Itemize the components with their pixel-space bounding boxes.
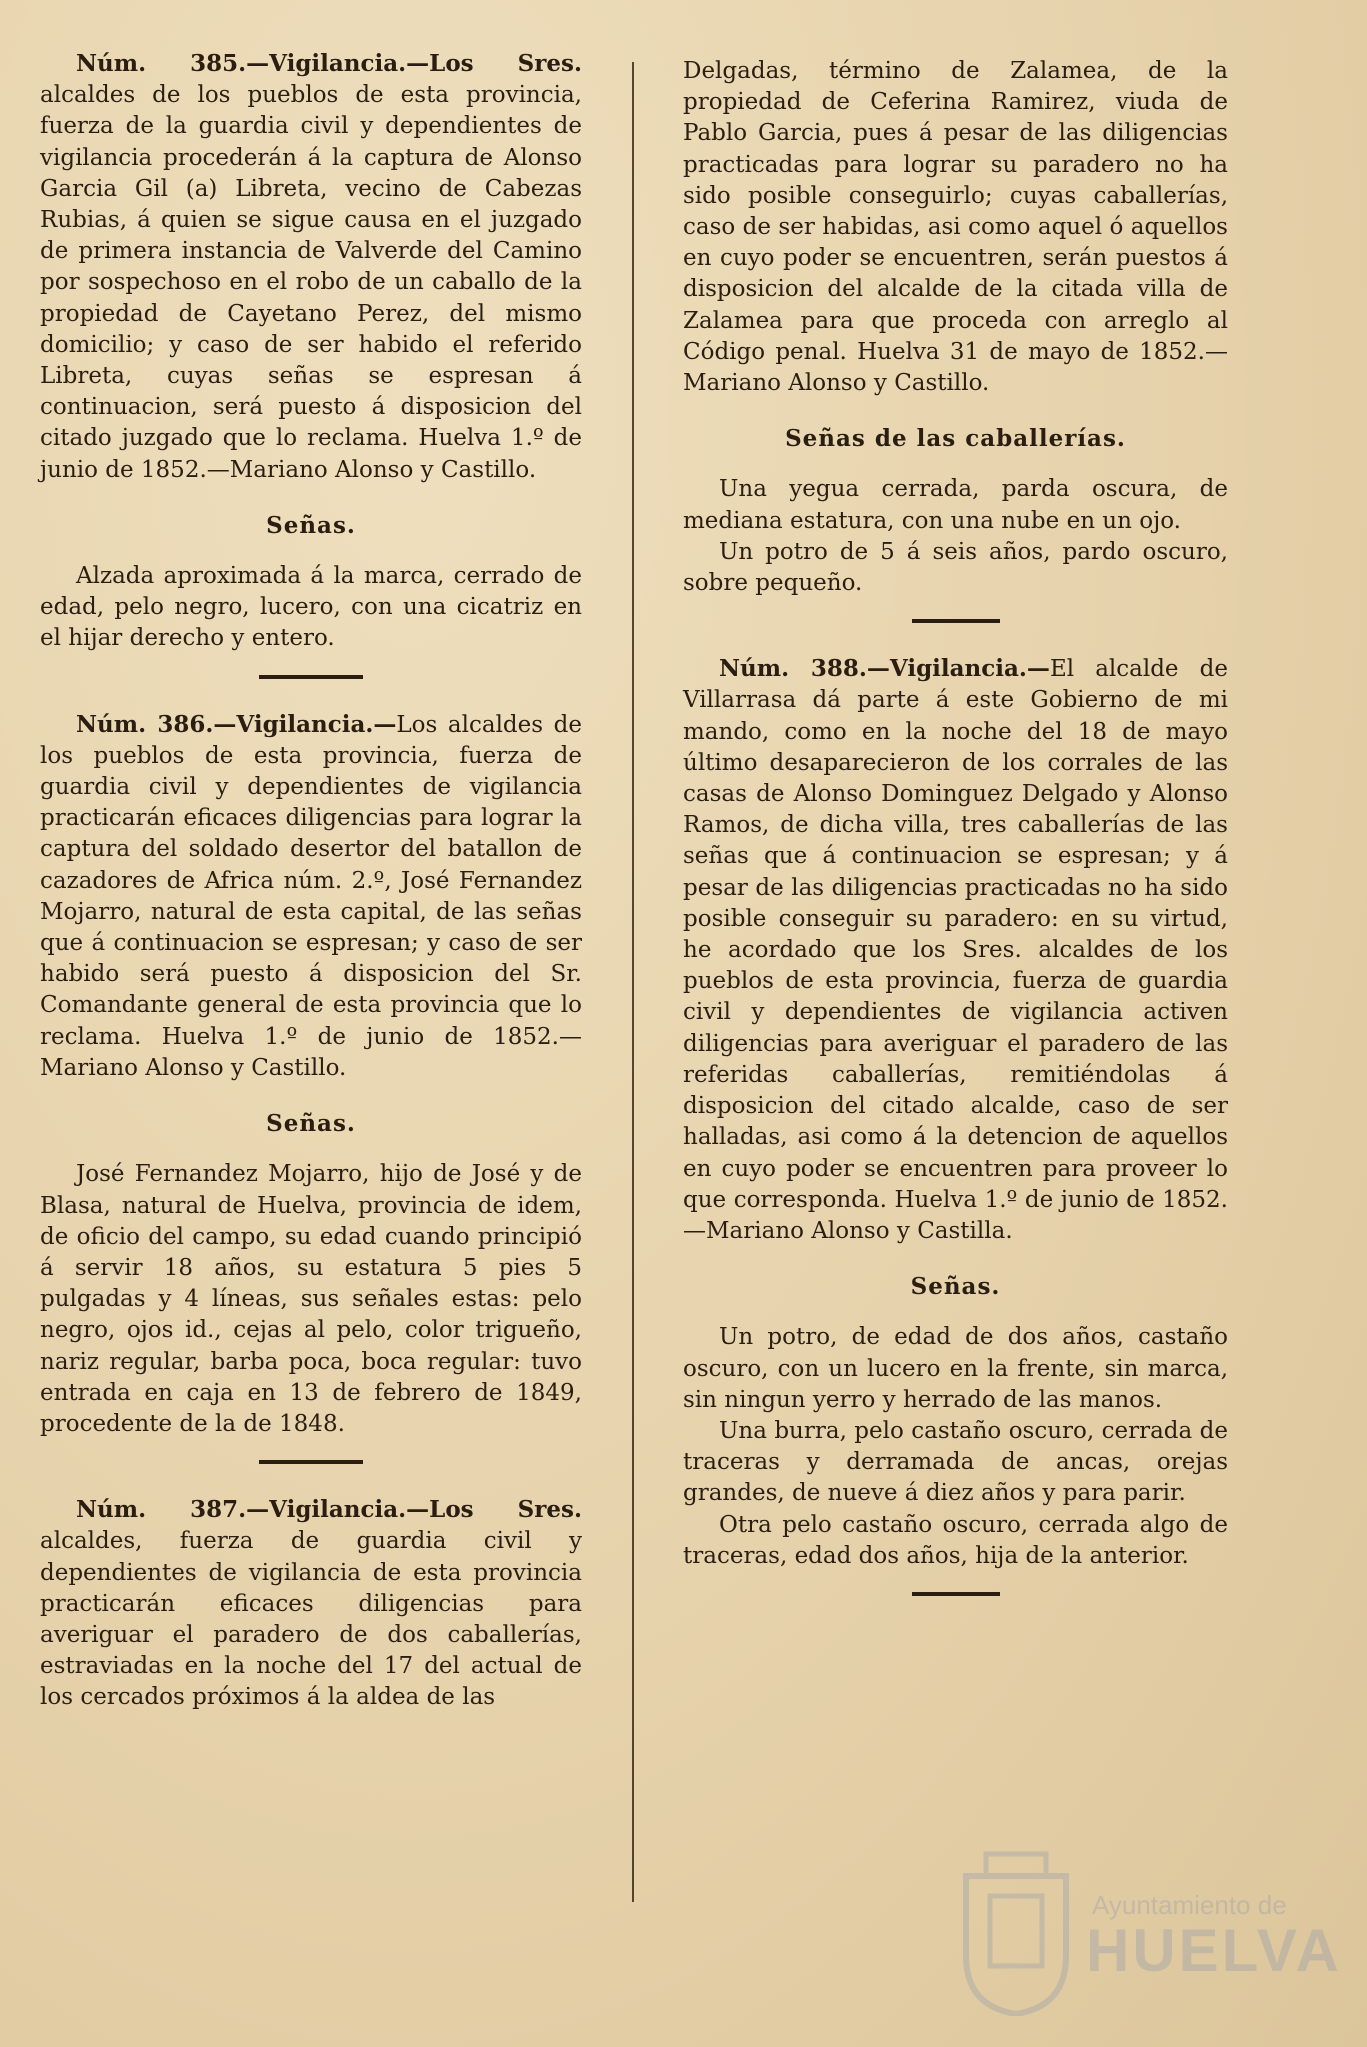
column-divider	[632, 62, 634, 1902]
notice-387-continuation: Delgadas, término de Zalamea, de la propiedad de Ceferina Ramirez, viuda de Pablo Garcia, pues á pesar de las diligencias practicadas para lograr su paradero no ha sido posible conseguirlo; cuyas caballerías, caso de ser habidas, asi como aquel ó aquellos en cuyo poder se encuentren, serán puestos á disposicion del alcalde de la citada villa de Zalamea para que proceda con arreglo al Código penal. Huelva 31 de mayo de 1852.—Mariano Alonso y Castillo.	[683, 58, 1228, 397]
notice-387-lead: Núm. 387.—Vigilancia.—Los Sres.	[76, 1496, 582, 1524]
notice-388-senas-heading: Señas.	[910, 1273, 1001, 1301]
notice-386	[40, 709, 582, 1084]
left-column	[40, 48, 582, 1714]
notice-385	[40, 48, 582, 486]
notice-385-body: alcaldes de los pueblos de esta provincia, fuerza de la guardia civil y dependientes de vigilancia procederán á la captura de Alonso Garcia Gil (a) Libreta, vecino de Cabezas Rubias, á quien se sigue causa en el juzgado de primera instancia de Valverde del Camino por sospechoso en el robo de un caballo de la propiedad de Cayetano Perez, del mismo domicilio; y caso de ser habido el referido Libreta, cuyas señas se espresan á continuacion, será puesto á disposicion del citado juzgado que lo reclama. Huelva 1.º de junio de 1852.—Mariano Alonso y Castillo.	[40, 82, 582, 483]
notice-386-lead: Núm. 386.—Vigilancia.—	[76, 710, 397, 738]
notice-387	[40, 1494, 582, 1713]
notice-387-senas-1: Una yegua cerrada, parda oscura, de mediana estatura, con una nube en un ojo.	[683, 476, 1228, 534]
watermark-caption: Ayuntamiento de	[1092, 1890, 1287, 1920]
watermark-title: HUELVA	[1086, 1917, 1342, 1984]
notice-388-senas-3: Otra pelo castaño oscuro, cerrada algo de traceras, edad dos años, hija de la anterior.	[683, 1511, 1228, 1569]
notice-385-lead: Núm. 385.—Vigilancia.—Los Sres.	[76, 50, 582, 77]
notice-386-senas-heading: Señas.	[266, 1110, 356, 1138]
section-rule	[259, 675, 363, 679]
notice-388-senas-1: Un potro, de edad de dos años, castaño oscuro, con un lucero en la frente, sin marca, sin ningun yerro y herrado de las manos.	[683, 1324, 1228, 1413]
notice-387-senas-heading: Señas de las caballerías.	[785, 425, 1126, 453]
archive-watermark	[950, 1840, 1340, 2030]
notice-387-body: alcaldes, fuerza de guardia civil y dependientes de vigilancia de esta provincia practicarán eficaces diligencias para averiguar el paradero de dos caballerías, estraviadas en la noche del 17 del actual de los cercados próximos á la aldea de las	[40, 1528, 582, 1711]
notice-385-senas-text: Alzada aproximada á la marca, cerrado de edad, pelo negro, lucero, con una cicatriz en el hijar derecho y entero.	[40, 563, 582, 652]
notice-385-senas-heading: Señas.	[266, 511, 356, 539]
section-rule	[912, 619, 1000, 623]
section-rule	[259, 1460, 363, 1464]
notice-388	[683, 653, 1228, 1247]
coat-of-arms-icon	[956, 1846, 1076, 2016]
notice-386-body: Los alcaldes de los pueblos de esta provincia, fuerza de guardia civil y dependientes de vigilancia practicarán eficaces diligencias para lograr la captura del soldado desertor del batallon de cazadores de Africa núm. 2.º, José Fernandez Mojarro, natural de esta capital, de las señas que á continuacion se espresan; y caso de ser habido será puesto á disposicion del Sr. Comandante general de esta provincia que lo reclama. Huelva 1.º de junio de 1852.—Mariano Alonso y Castillo.	[40, 711, 582, 1081]
right-column	[683, 56, 1228, 1626]
notice-388-senas-2: Una burra, pelo castaño oscuro, cerrada de traceras y derramada de ancas, orejas grandes, de nueve á diez años y para parir.	[683, 1417, 1228, 1507]
notice-388-body: El alcalde de Villarrasa dá parte á este Gobierno de mi mando, como en la noche del 18 de mayo último desaparecieron de los corrales de las casas de Alonso Dominguez Delgado y Alonso Ramos, de dicha villa, tres caballerías de las señas que á continuacion se espresan; y á pesar de las diligencias practicadas no ha sido posible conseguir su paradero: en su virtud, he acordado que los Sres. alcaldes de los pueblos de esta provincia, fuerza de guardia civil y dependientes de vigilancia activen diligencias para averiguar el paradero de las referidas caballerías, remitiéndolas á disposicion del citado alcalde, caso de ser halladas, asi como á la detencion de aquellos en cuyo poder se encuentren para proveer lo que corresponda. Huelva 1.º de junio de 1852.—Mariano Alonso y Castilla.	[683, 656, 1228, 1244]
section-rule	[912, 1592, 1000, 1596]
notice-386-senas-text: José Fernandez Mojarro, hijo de José y de Blasa, natural de Huelva, provincia de idem, de oficio del campo, su edad cuando principió á servir 18 años, su estatura 5 pies 5 pulgadas y 4 líneas, sus señales estas: pelo negro, ojos id., cejas al pelo, color trigueño, nariz regular, barba poca, boca regular: tuvo entrada en caja en 13 de febrero de 1849, procedente de la de 1848.	[40, 1161, 582, 1437]
notice-387-senas-2: Un potro de 5 á seis años, pardo oscuro, sobre pequeño.	[683, 538, 1228, 597]
notice-388-lead: Núm. 388.—Vigilancia.—	[719, 655, 1050, 683]
